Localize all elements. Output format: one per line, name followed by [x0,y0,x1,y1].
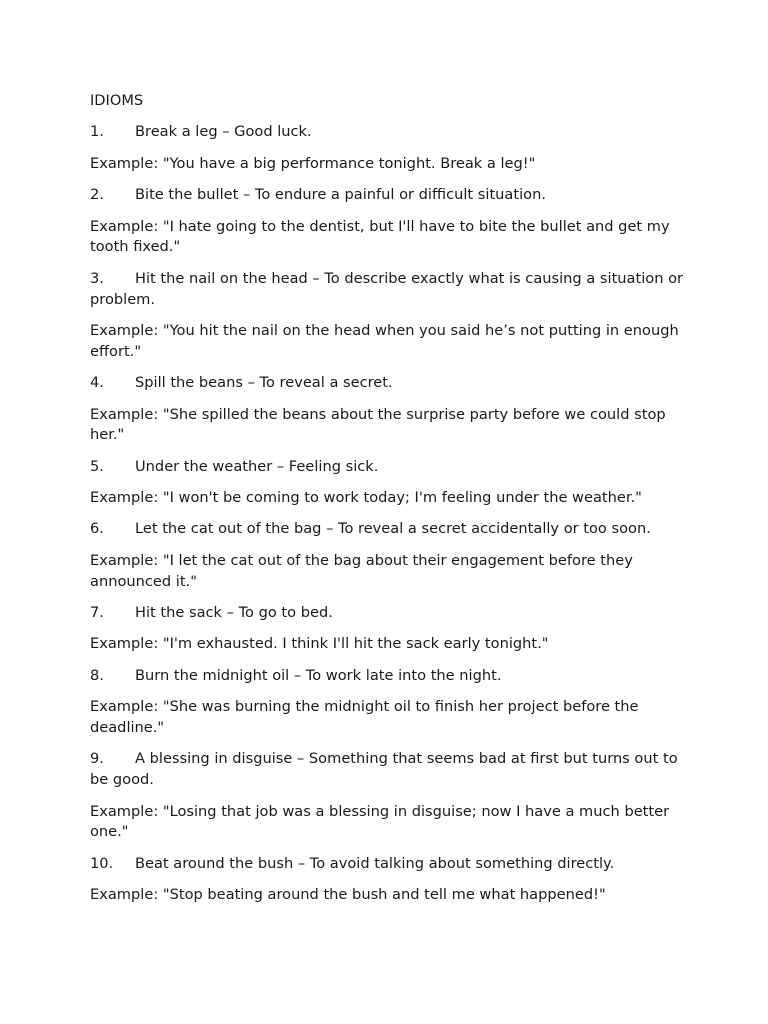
document-title: IDIOMS [90,92,144,109]
idiom-example-10: Example: "Stop beating around the bush and tell me what happened!" [90,886,606,904]
idiom-item-6 [90,519,685,540]
idiom-number: 3. [90,269,104,287]
idiom-number: 9. [90,750,104,768]
idiom-example-3: Example: "You hit the nail on the head when you said he’s not putting in enough effort." [90,321,679,360]
idiom-item-3 [90,269,685,311]
idiom-item-5 [90,457,685,478]
idiom-example-2: Example: "I hate going to the dentist, but I'll have to bite the bullet and get my tooth fixed." [90,217,670,256]
idiom-item-10 [90,854,685,875]
idiom-number: 2. [90,186,104,204]
idiom-example-4: Example: "She spilled the beans about the surprise party before we could stop her." [90,405,666,444]
idiom-phrase: Hit the sack – To go to bed. [135,604,333,622]
idiom-number: 1. [90,123,104,141]
idiom-number: 5. [90,457,104,475]
idiom-number: 6. [90,520,104,538]
idiom-example-1: Example: "You have a big performance tonight. Break a leg!" [90,154,536,172]
document-page [90,91,685,917]
idiom-item-9 [90,749,685,791]
idiom-item-7 [90,603,685,624]
idiom-item-1 [90,122,685,143]
idiom-example-6: Example: "I let the cat out of the bag about their engagement before they announced it." [90,551,633,590]
idiom-phrase: Beat around the bush – To avoid talking about something directly. [135,854,615,872]
idiom-number: 4. [90,374,104,392]
idiom-phrase: Let the cat out of the bag – To reveal a secret accidentally or too soon. [135,520,651,538]
idiom-phrase: Under the weather – Feeling sick. [135,457,379,475]
idiom-phrase: Burn the midnight oil – To work late into the night. [135,666,502,684]
idiom-item-4 [90,373,685,394]
idiom-phrase: A blessing in disguise – Something that seems bad at first but turns out to be good. [90,750,678,789]
idiom-item-2 [90,185,685,206]
idiom-number: 8. [90,666,104,684]
idiom-phrase: Hit the nail on the head – To describe exactly what is causing a situation or problem. [90,269,684,308]
idiom-phrase: Break a leg – Good luck. [135,123,312,141]
idiom-example-8: Example: "She was burning the midnight oil to finish her project before the deadline." [90,698,639,737]
idiom-phrase: Bite the bullet – To endure a painful or difficult situation. [135,186,546,204]
idiom-phrase: Spill the beans – To reveal a secret. [135,374,393,392]
idiom-example-7: Example: "I'm exhausted. I think I'll hit the sack early tonight." [90,635,549,653]
idiom-number: 7. [90,604,104,622]
idiom-number: 10. [90,854,114,872]
idiom-example-9: Example: "Losing that job was a blessing in disguise; now I have a much better one." [90,802,670,841]
idiom-item-8 [90,666,685,687]
idiom-example-5: Example: "I won't be coming to work today; I'm feeling under the weather." [90,489,642,507]
